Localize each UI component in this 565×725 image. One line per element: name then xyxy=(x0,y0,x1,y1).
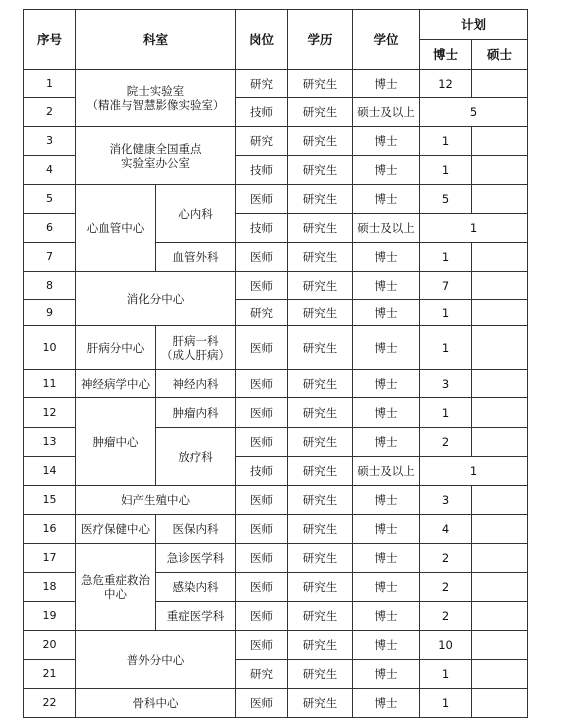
edu-cell: 研究生 xyxy=(288,573,353,602)
edu-cell: 研究生 xyxy=(288,300,353,326)
degree-cell: 博士 xyxy=(353,573,420,602)
post-cell: 技师 xyxy=(236,457,288,486)
edu-cell: 研究生 xyxy=(288,544,353,573)
phd-count: 2 xyxy=(420,544,472,573)
master-count xyxy=(472,544,528,573)
degree-cell: 博士 xyxy=(353,515,420,544)
post-cell: 医师 xyxy=(236,243,288,272)
post-cell: 医师 xyxy=(236,326,288,370)
dept-cell: 肿瘤中心 xyxy=(76,398,156,486)
dept-cell: 肝病分中心 xyxy=(76,326,156,370)
table-row xyxy=(24,70,528,98)
post-cell: 技师 xyxy=(236,98,288,127)
degree-cell: 硕士及以上 xyxy=(353,98,420,127)
degree-cell: 博士 xyxy=(353,428,420,457)
degree-cell: 博士 xyxy=(353,272,420,300)
table-row xyxy=(24,185,528,214)
dept-cell: 普外分中心 xyxy=(76,631,236,689)
header-post: 岗位 xyxy=(236,10,288,70)
phd-count: 3 xyxy=(420,370,472,398)
edu-cell: 研究生 xyxy=(288,486,353,515)
post-cell: 医师 xyxy=(236,602,288,631)
row-number: 13 xyxy=(24,428,76,457)
edu-cell: 研究生 xyxy=(288,398,353,428)
post-cell: 研究 xyxy=(236,660,288,689)
edu-cell: 研究生 xyxy=(288,185,353,214)
phd-count: 1 xyxy=(420,326,472,370)
post-cell: 研究 xyxy=(236,127,288,156)
post-cell: 医师 xyxy=(236,428,288,457)
recruitment-plan-table xyxy=(23,9,528,718)
row-number: 21 xyxy=(24,660,76,689)
row-number: 12 xyxy=(24,398,76,428)
header-degree: 学位 xyxy=(353,10,420,70)
row-number: 3 xyxy=(24,127,76,156)
phd-count: 5 xyxy=(420,185,472,214)
master-count xyxy=(472,326,528,370)
edu-cell: 研究生 xyxy=(288,326,353,370)
degree-cell: 博士 xyxy=(353,243,420,272)
master-count xyxy=(472,486,528,515)
table-row xyxy=(24,544,528,573)
plan-merged-count: 5 xyxy=(420,98,528,127)
post-cell: 医师 xyxy=(236,185,288,214)
degree-cell: 博士 xyxy=(353,689,420,718)
dept-cell: 医疗保健中心 xyxy=(76,515,156,544)
dept-cell: 妇产生殖中心 xyxy=(76,486,236,515)
master-count xyxy=(472,398,528,428)
edu-cell: 研究生 xyxy=(288,214,353,243)
phd-count: 1 xyxy=(420,300,472,326)
header-plan: 计划 xyxy=(420,10,528,40)
plan-merged-count: 1 xyxy=(420,214,528,243)
master-count xyxy=(472,689,528,718)
plan-merged-count: 1 xyxy=(420,457,528,486)
degree-cell: 博士 xyxy=(353,326,420,370)
post-cell: 医师 xyxy=(236,631,288,660)
subdept-cell: 医保内科 xyxy=(156,515,236,544)
degree-cell: 博士 xyxy=(353,127,420,156)
phd-count: 1 xyxy=(420,243,472,272)
master-count xyxy=(472,300,528,326)
header-seq: 序号 xyxy=(24,10,76,70)
degree-cell: 硕士及以上 xyxy=(353,457,420,486)
subdept-cell: 放疗科 xyxy=(156,428,236,486)
post-cell: 医师 xyxy=(236,370,288,398)
row-number: 8 xyxy=(24,272,76,300)
dept-cell: 消化分中心 xyxy=(76,272,236,326)
phd-count: 2 xyxy=(420,428,472,457)
degree-cell: 博士 xyxy=(353,156,420,185)
phd-count: 7 xyxy=(420,272,472,300)
table-row xyxy=(24,515,528,544)
table-row xyxy=(24,486,528,515)
edu-cell: 研究生 xyxy=(288,98,353,127)
row-number: 17 xyxy=(24,544,76,573)
edu-cell: 研究生 xyxy=(288,370,353,398)
phd-count: 10 xyxy=(420,631,472,660)
row-number: 7 xyxy=(24,243,76,272)
master-count xyxy=(472,515,528,544)
table-row xyxy=(24,689,528,718)
post-cell: 医师 xyxy=(236,544,288,573)
degree-cell: 博士 xyxy=(353,185,420,214)
master-count xyxy=(472,602,528,631)
dept-cell: 心血管中心 xyxy=(76,185,156,272)
row-number: 22 xyxy=(24,689,76,718)
recruitment-table-container xyxy=(23,9,528,718)
table-row xyxy=(24,370,528,398)
post-cell: 技师 xyxy=(236,214,288,243)
degree-cell: 博士 xyxy=(353,544,420,573)
subdept-cell: 急诊医学科 xyxy=(156,544,236,573)
row-number: 20 xyxy=(24,631,76,660)
phd-count: 1 xyxy=(420,660,472,689)
subdept-cell: 感染内科 xyxy=(156,573,236,602)
phd-count: 12 xyxy=(420,70,472,98)
row-number: 6 xyxy=(24,214,76,243)
phd-count: 3 xyxy=(420,486,472,515)
edu-cell: 研究生 xyxy=(288,631,353,660)
dept-cell: 消化健康全国重点 实验室办公室 xyxy=(76,127,236,185)
subdept-cell: 神经内科 xyxy=(156,370,236,398)
post-cell: 医师 xyxy=(236,573,288,602)
edu-cell: 研究生 xyxy=(288,70,353,98)
phd-count: 2 xyxy=(420,573,472,602)
master-count xyxy=(472,272,528,300)
degree-cell: 博士 xyxy=(353,70,420,98)
subdept-cell: 肿瘤内科 xyxy=(156,398,236,428)
row-number: 11 xyxy=(24,370,76,398)
degree-cell: 博士 xyxy=(353,602,420,631)
row-number: 16 xyxy=(24,515,76,544)
degree-cell: 博士 xyxy=(353,631,420,660)
edu-cell: 研究生 xyxy=(288,660,353,689)
edu-cell: 研究生 xyxy=(288,243,353,272)
degree-cell: 博士 xyxy=(353,660,420,689)
edu-cell: 研究生 xyxy=(288,156,353,185)
post-cell: 医师 xyxy=(236,398,288,428)
master-count xyxy=(472,243,528,272)
row-number: 5 xyxy=(24,185,76,214)
dept-cell: 骨科中心 xyxy=(76,689,236,718)
edu-cell: 研究生 xyxy=(288,127,353,156)
master-count xyxy=(472,185,528,214)
row-number: 10 xyxy=(24,326,76,370)
table-row xyxy=(24,398,528,428)
post-cell: 医师 xyxy=(236,272,288,300)
master-count xyxy=(472,631,528,660)
phd-count: 1 xyxy=(420,127,472,156)
edu-cell: 研究生 xyxy=(288,272,353,300)
edu-cell: 研究生 xyxy=(288,515,353,544)
degree-cell: 博士 xyxy=(353,300,420,326)
dept-cell: 院士实验室 （精准与智慧影像实验室） xyxy=(76,70,236,127)
edu-cell: 研究生 xyxy=(288,457,353,486)
phd-count: 1 xyxy=(420,156,472,185)
header-edu: 学历 xyxy=(288,10,353,70)
subdept-cell: 心内科 xyxy=(156,185,236,243)
phd-count: 2 xyxy=(420,602,472,631)
master-count xyxy=(472,370,528,398)
table-row xyxy=(24,326,528,370)
row-number: 4 xyxy=(24,156,76,185)
header-dept: 科室 xyxy=(76,10,236,70)
phd-count: 4 xyxy=(420,515,472,544)
master-count xyxy=(472,573,528,602)
dept-cell: 急危重症救治 中心 xyxy=(76,544,156,631)
post-cell: 医师 xyxy=(236,486,288,515)
row-number: 19 xyxy=(24,602,76,631)
post-cell: 研究 xyxy=(236,300,288,326)
table-row xyxy=(24,272,528,300)
master-count xyxy=(472,660,528,689)
degree-cell: 博士 xyxy=(353,370,420,398)
table-row xyxy=(24,631,528,660)
edu-cell: 研究生 xyxy=(288,689,353,718)
degree-cell: 博士 xyxy=(353,486,420,515)
dept-cell: 神经病学中心 xyxy=(76,370,156,398)
row-number: 1 xyxy=(24,70,76,98)
row-number: 15 xyxy=(24,486,76,515)
post-cell: 技师 xyxy=(236,156,288,185)
header-phd: 博士 xyxy=(420,40,472,70)
subdept-cell: 重症医学科 xyxy=(156,602,236,631)
header-master: 硕士 xyxy=(472,40,528,70)
phd-count: 1 xyxy=(420,689,472,718)
master-count xyxy=(472,156,528,185)
edu-cell: 研究生 xyxy=(288,428,353,457)
master-count xyxy=(472,70,528,98)
row-number: 14 xyxy=(24,457,76,486)
row-number: 18 xyxy=(24,573,76,602)
post-cell: 医师 xyxy=(236,689,288,718)
edu-cell: 研究生 xyxy=(288,602,353,631)
post-cell: 医师 xyxy=(236,515,288,544)
degree-cell: 硕士及以上 xyxy=(353,214,420,243)
subdept-cell: 血管外科 xyxy=(156,243,236,272)
master-count xyxy=(472,127,528,156)
subdept-cell: 肝病一科 （成人肝病） xyxy=(156,326,236,370)
post-cell: 研究 xyxy=(236,70,288,98)
row-number: 2 xyxy=(24,98,76,127)
row-number: 9 xyxy=(24,300,76,326)
table-row xyxy=(24,127,528,156)
master-count xyxy=(472,428,528,457)
phd-count: 1 xyxy=(420,398,472,428)
degree-cell: 博士 xyxy=(353,398,420,428)
